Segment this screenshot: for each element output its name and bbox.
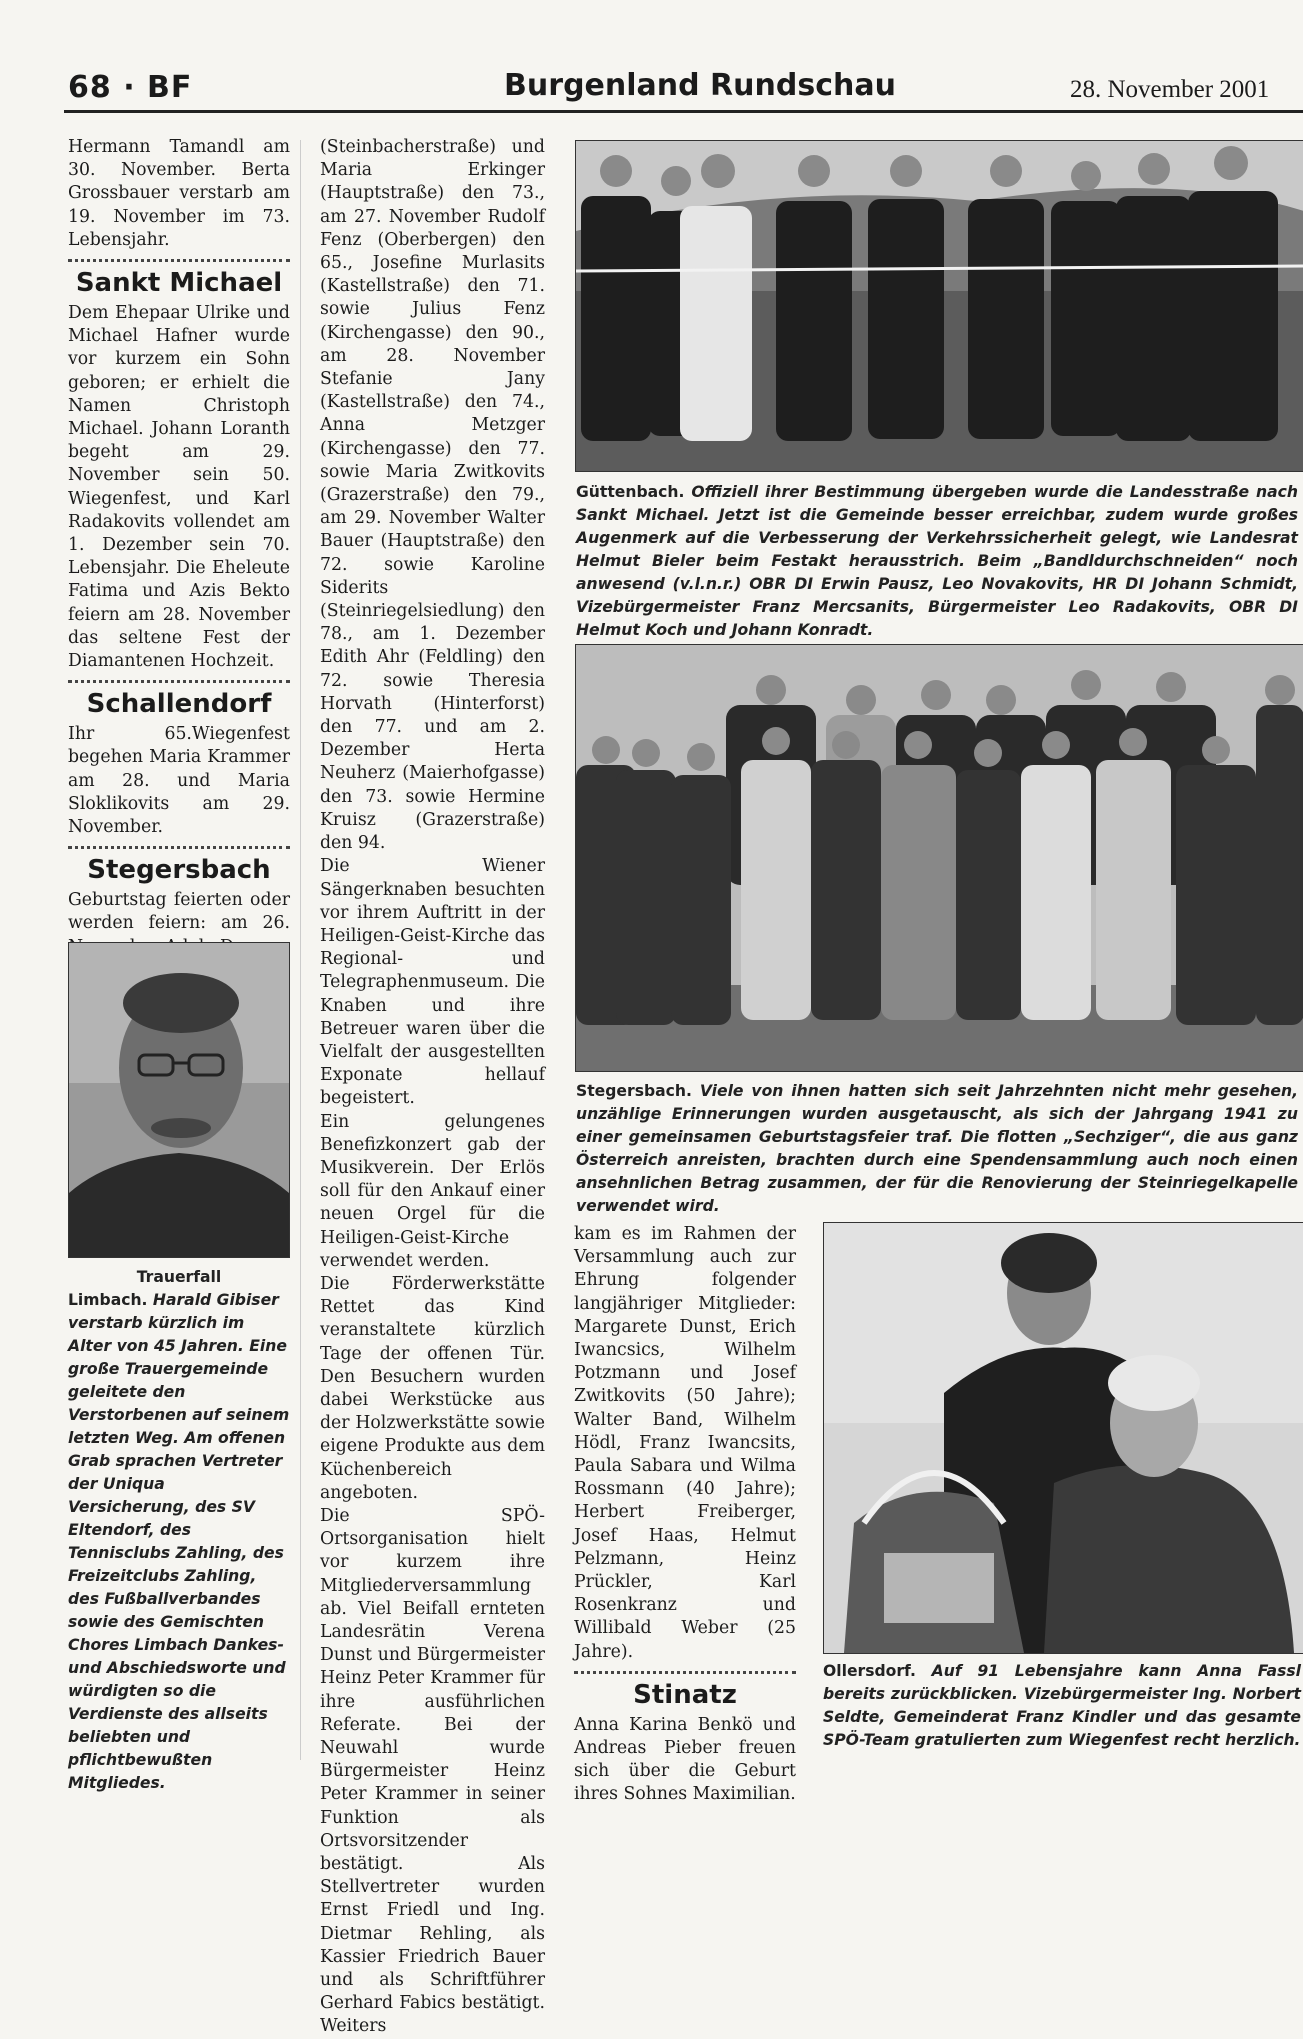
ollersdorf-caption-text: Auf 91 Lebensjahre kann Anna Fassl bereits zurückblicken. Vizebürgermeister Ing. Norbert Seldte, Gemeinderat Franz Kindler und das gesamte SPÖ-Team gratulierten zum Wiegenfest recht herzlich. xyxy=(823,1662,1301,1749)
column-divider xyxy=(300,140,301,1760)
column-3 xyxy=(574,1223,796,1807)
page-number: 68 · BF xyxy=(68,70,193,105)
section-title-sankt-michael: Sankt Michael xyxy=(75,268,283,299)
portrait-caption-lead: Limbach. xyxy=(68,1291,148,1309)
portrait-caption xyxy=(68,1266,290,1795)
stinatz-text: Anna Karina Benkö und Andreas Pieber freuen sich über die Geburt ihres Sohnes Maximilian. xyxy=(574,1714,796,1805)
guettenbach-caption-text: Offiziell ihrer Bestimmung übergeben wurde die Landesstraße nach Sankt Michael. Jetzt ist die Gemeinde besser erreichbar, zudem wurde großes Augenmerk auf die Verbesserung der Verkehrssicherheit gelegt, wie Landesrat Helmut Bieler beim Festakt herausstrich. Beim „Bandldurchschneiden“ noch anwesend (v.l.n.r.) OBR DI Erwin Pausz, Leo Novakovits, HR DI Johann Schmidt, Vizebürgermeister Franz Mercsanits, Bürgermeister Leo Radakovits, OBR DI Helmut Koch und Johann Konradt. xyxy=(576,483,1298,639)
schallendorf-text: Ihr 65.Wiegenfest begehen Maria Krammer am 28. und Maria Sloklikovits am 29. November. xyxy=(68,724,290,838)
ollersdorf-caption xyxy=(823,1660,1301,1752)
sankt-michael-text: Dem Ehepaar Ulrike und Michael Hafner wurde vor kurzem ein Sohn geboren; er erhielt die Namen Christoph Michael. Johann Loranth begeht am 29. November sein 50. Wiegenfest, und Karl Radakovits vollendet am 1. Dezember sein 70. Lebensjahr. Die Eheleute Fatima und Azis Bekto feiern am 28. November das seltene Fest der Diamantenen Hochzeit. xyxy=(68,303,290,672)
section-title-stegersbach: Stegersbach xyxy=(87,855,271,886)
guettenbach-caption-lead: Güttenbach. xyxy=(576,483,685,501)
newspaper-title: Burgenland Rundschau xyxy=(504,68,896,103)
issue-date: 28. November 2001 xyxy=(1070,76,1270,103)
birthdays-paragraph: (Steinbacherstraße) und Maria Erkinger (Hauptstraße) den 73., am 27. November Rudolf Fenz (Oberbergen) den 65., Josefine Murlasits (Kastellstraße) den 71. sowie Julius Fenz (Kirchengasse) den 90., am 28. November Stefanie Jany (Kastellstraße) den 74., Anna Metzger (Kirchengasse) den 77. sowie Maria Zwitkovits (Grazerstraße) den 79., am 29. November Walter Bauer (Hauptstraße) den 72. sowie Karoline Siderits (Steinriegelsiedlung) den 78., am 1. Dezember Edith Ahr (Feldling) den 72. sowie Theresia Horvath (Hinterforst) den 77. und am 2. Dezember Herta Neuherz (Maierhofgasse) den 73. sowie Hermine Kruisz (Grazerstraße) den 94. xyxy=(320,137,545,854)
dotted-divider xyxy=(68,846,290,849)
guettenbach-caption xyxy=(576,481,1298,642)
saengerknaben-paragraph: Die Wiener Sängerknaben besuchten vor ihrem Auftritt in der Heiligen-Geist-Kirche das Regional- und Telegraphenmuseum. Die Knaben und ihre Betreuer waren über die Vielfalt der ausgestellten Exponate hellauf begeistert. xyxy=(320,856,545,1109)
header-rule xyxy=(64,110,1303,113)
dotted-divider xyxy=(574,1671,796,1674)
spoe-paragraph: Die SPÖ-Ortsorganisation hielt vor kurzem ihre Mitgliederversammlung ab. Viel Beifall ernteten Landesrätin Verena Dunst und Bürgermeister Heinz Peter Krammer für ihre ausführlichen Referate. Bei der Neuwahl wurde Bürgermeister Heinz Peter Krammer in seiner Funktion als Ortsvorsitzender bestätigt. Als Stellvertreter wurden Ernst Friedl und Ing. Dietmar Rehling, als Kassier Friedrich Bauer und als Schriftführer Gerhard Fabics bestätigt. Weiters xyxy=(320,1505,545,2037)
benefizkonzert-paragraph: Ein gelungenes Benefizkonzert gab der Musikverein. Der Erlös soll für den Ankauf einer neuen Orgel für die Heiligen-Geist-Kirche verwendet werden. xyxy=(320,1111,545,1271)
portrait-photo xyxy=(68,942,290,1258)
ollersdorf-caption-lead: Ollersdorf. xyxy=(823,1662,916,1680)
dotted-divider xyxy=(68,259,290,262)
column-1 xyxy=(68,136,290,959)
group-photo xyxy=(575,644,1303,1072)
stegersbach-text: Geburtstag feierten oder werden feiern: am 26. xyxy=(68,890,290,934)
ribbon-cutting-photo xyxy=(575,140,1303,472)
ehrung-paragraph: kam es im Rahmen der Versammlung auch zur Ehrung folgender langjähriger Mitglieder: Margarete Dunst, Erich Iwancsics, Wilhelm Potzmann und Josef Zwitkovits (50 Jahre); Walter Band, Wilhelm Hödl, Franz Iwancsits, Paula Sabara und Wilma Rossmann (40 Jahre); Herbert Freiberger, Josef Haas, Helmut Pelzmann, Heinz Prückler, Karl Rosenkranz und Willibald Weber (25 Jahre). xyxy=(574,1224,796,1662)
birthday-photo xyxy=(823,1222,1303,1654)
section-title-stinatz: Stinatz xyxy=(633,1679,737,1710)
dotted-divider xyxy=(68,680,290,683)
stegersbach-caption xyxy=(576,1080,1298,1218)
column-2 xyxy=(320,136,545,2039)
stegersbach-caption-lead: Stegersbach. xyxy=(576,1082,692,1100)
stegersbach-caption-text: Viele von ihnen hatten sich seit Jahrzehnten nicht mehr gesehen, unzählige Erinnerungen wurden ausgetauscht, als sich der Jahrgang 1941 zu einer gemeinsamen Geburtstagsfeier traf. Die flotten „Sechziger“, die aus ganz Österreich anreisten, brachten durch eine Spendensammlung auch noch einen ansehnlichen Betrag zusammen, der für die Renovierung der Steinriegelkapelle verwendet wird. xyxy=(576,1082,1298,1215)
portrait-caption-text: Harald Gibiser verstarb kürzlich im Alter von 45 Jahren. Eine große Trauergemeinde geleitete den Verstorbenen auf seinem letzten Weg. Am offenen Grab sprachen Vertreter der Uniqua Versicherung, des SV Eltendorf, des Tennisclubs Zahling, des Freizeitclubs Zahling, des Fußballverbandes sowie des Gemischten Chores Limbach Dankes- und Abschiedsworte und würdigten so die Verdienste des allseits beliebten und pflichtbewußten Mitgliedes. xyxy=(68,1291,290,1792)
section-title-schallendorf: Schallendorf xyxy=(86,689,272,720)
intro-text: Hermann Tamandl am 30. November. Berta Grossbauer verstarb am 19. November im 73. Lebensjahr. xyxy=(68,137,290,250)
portrait-caption-title: Trauerfall xyxy=(136,1268,222,1286)
foerderwerkstaette-paragraph: Die Förderwerkstätte Rettet das Kind veranstaltete kürzlich Tage der offenen Tür. Den Besuchern wurden dabei Werkstücke aus der Holzwerkstätte sowie eigene Produkte aus dem Küchenbereich angeboten. xyxy=(320,1273,545,1503)
